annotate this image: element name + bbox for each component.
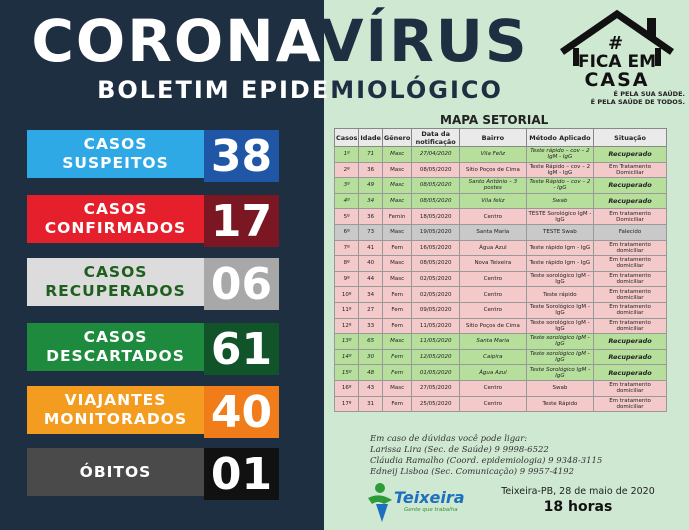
table-row — [335, 147, 667, 163]
stat-label-line-1: ÓBITOS — [79, 462, 152, 481]
sector-map-table — [334, 128, 667, 412]
table-cell: 15º — [335, 365, 359, 381]
table-cell: 08/05/2020 — [412, 178, 460, 194]
table-cell: Centro — [460, 209, 527, 225]
table-cell: 3º — [335, 178, 359, 194]
table-cell: Em tratamento domiciliar — [594, 380, 667, 396]
logo-subtitle: Gente que trabalha — [404, 507, 458, 513]
table-cell: 16º — [335, 380, 359, 396]
table-cell: Recuperado — [594, 349, 667, 365]
table-cell: Fem — [382, 349, 411, 365]
table-cell: 65 — [359, 334, 383, 350]
column-header: Gênero — [382, 129, 411, 147]
table-cell: Centro — [460, 271, 527, 287]
table-cell: Teste sorológico IgM - IgG — [526, 349, 593, 365]
column-header: Idade — [359, 129, 383, 147]
title-part-2: VÍRUS — [318, 7, 529, 75]
stat-label-line-1: CASOS — [83, 135, 148, 153]
table-cell: 30 — [359, 349, 383, 365]
table-cell: Masc — [382, 193, 411, 209]
table-cell: 11/05/2020 — [412, 334, 460, 350]
stat-label-line-2: RECUPERADOS — [45, 282, 186, 300]
table-cell: Teste sorológico IgM - IgG — [526, 271, 593, 287]
subtitle-part-2: MIOLÓGICO — [330, 76, 503, 104]
table-row — [335, 271, 667, 287]
table-cell: 11º — [335, 302, 359, 318]
table-cell: Teste rápido Igm - IgG — [526, 256, 593, 272]
table-cell: 08/05/2020 — [412, 256, 460, 272]
table-cell: Nova Teixeira — [460, 256, 527, 272]
table-cell: Teste Sorológico IgM - IgG — [526, 302, 593, 318]
table-cell: Fem — [382, 240, 411, 256]
fica-sub-line-2: É PELA SAÚDE DE TODOS. — [590, 98, 685, 106]
table-cell: Recuperado — [594, 178, 667, 194]
table-cell: Fem — [382, 396, 411, 412]
table-cell: Fem — [382, 365, 411, 381]
table-cell: 71 — [359, 147, 383, 163]
contact-line: Larissa Lira (Sec. de Saúde) 9 9998-6522 — [370, 445, 549, 455]
table-cell: Em tratamento domiciliar — [594, 287, 667, 303]
table-cell: Teste sorológico IgM - IgG — [526, 334, 593, 350]
stat-row — [27, 323, 279, 375]
table-cell: 12/05/2020 — [412, 349, 460, 365]
stat-value: 61 — [204, 323, 279, 375]
table-row — [335, 349, 667, 365]
table-cell: Recuperado — [594, 334, 667, 350]
column-header: Método Aplicado — [526, 129, 593, 147]
table-cell: Em tratamento domiciliar — [594, 240, 667, 256]
table-cell: Fem — [382, 318, 411, 334]
table-header-row — [335, 129, 667, 147]
table-row — [335, 334, 667, 350]
column-header: Bairro — [460, 129, 527, 147]
page-title — [0, 8, 560, 74]
table-cell: 11/05/2020 — [412, 318, 460, 334]
contacts-block — [370, 434, 670, 478]
page-subtitle — [0, 76, 600, 104]
column-header: Casos — [335, 129, 359, 147]
table-cell: Santa Maria — [460, 224, 527, 240]
table-cell: 36 — [359, 209, 383, 225]
table-cell: Teste sorológico IgM - IgG — [526, 318, 593, 334]
table-cell: 4º — [335, 193, 359, 209]
table-cell: 44 — [359, 271, 383, 287]
table-cell: Masc — [382, 334, 411, 350]
table-cell: Em tratamento domiciliar — [594, 302, 667, 318]
table-cell: 36 — [359, 162, 383, 178]
stat-value: 01 — [204, 448, 279, 500]
stat-value: 06 — [204, 258, 279, 310]
stat-row — [27, 130, 279, 182]
table-row — [335, 396, 667, 412]
table-cell: Centro — [460, 287, 527, 303]
table-cell: Teste rápido – cov – 2 IgM - IgG — [526, 147, 593, 163]
table-cell: 27 — [359, 302, 383, 318]
stat-value: 40 — [204, 386, 279, 438]
table-cell: Teste Rápido – cov – 2 - IgG — [526, 178, 593, 194]
table-row — [335, 178, 667, 194]
stat-label — [27, 258, 204, 306]
subtitle-part-1: BOLETIM EPIDE — [97, 76, 331, 104]
table-cell: 02/05/2020 — [412, 271, 460, 287]
table-cell: Centro — [460, 302, 527, 318]
table-cell: Em tratamento domiciliar — [594, 318, 667, 334]
table-cell: Swab — [526, 380, 593, 396]
table-cell: 17º — [335, 396, 359, 412]
table-cell: Swab — [526, 193, 593, 209]
title-part-1: CORONA — [31, 7, 319, 75]
table-cell: Teste rápido — [526, 287, 593, 303]
table-cell: Teste Rápido — [526, 396, 593, 412]
table-cell: Teste Sorológico IgM - IgG — [526, 365, 593, 381]
column-header: Situação — [594, 129, 667, 147]
table-cell: 18/05/2020 — [412, 209, 460, 225]
stat-label-line-2: SUSPEITOS — [62, 154, 169, 172]
table-row — [335, 193, 667, 209]
table-cell: 6º — [335, 224, 359, 240]
stat-value: 17 — [204, 195, 279, 247]
table-cell: 49 — [359, 178, 383, 194]
fica-em-casa-subtitle — [555, 90, 685, 106]
fica-em-label: FICA EM — [577, 52, 657, 72]
table-cell: Em tratamento domiciliar — [594, 396, 667, 412]
bulletin-date: Teixeira-PB, 28 de maio de 2020 — [501, 486, 655, 497]
table-cell: 27/04/2020 — [412, 147, 460, 163]
table-row — [335, 162, 667, 178]
table-cell: Santa Maria — [460, 334, 527, 350]
table-cell: 9º — [335, 271, 359, 287]
contact-line: Edneij Lisboa (Sec. Comunicação) 9 9957-4192 — [370, 467, 574, 477]
stat-label — [27, 130, 204, 178]
table-cell: Falecido — [594, 224, 667, 240]
table-cell: 12º — [335, 318, 359, 334]
table-cell: Masc — [382, 162, 411, 178]
table-cell: Masc — [382, 178, 411, 194]
stat-row — [27, 386, 279, 438]
table-cell: 43 — [359, 380, 383, 396]
table-cell: 1º — [335, 147, 359, 163]
table-cell: 02/05/2020 — [412, 287, 460, 303]
stat-row — [27, 448, 279, 500]
table-cell: 13º — [335, 334, 359, 350]
table-row — [335, 365, 667, 381]
table-cell: Masc — [382, 147, 411, 163]
table-cell: Centro — [460, 396, 527, 412]
table-cell: Masc — [382, 380, 411, 396]
table-cell: 08/05/2020 — [412, 193, 460, 209]
table-cell: 25/05/2020 — [412, 396, 460, 412]
stat-label-line-2: MONITORADOS — [43, 410, 188, 428]
stat-label-line-1: VIAJANTES — [64, 391, 167, 409]
stat-label — [27, 323, 204, 371]
table-row — [335, 380, 667, 396]
table-cell: Sítio Poços de Cima — [460, 318, 527, 334]
table-cell: Sítio Poços de Cima — [460, 162, 527, 178]
table-cell: Fem — [382, 302, 411, 318]
table-cell: Em tratamento domiciliar — [594, 271, 667, 287]
casa-label: CASA — [584, 69, 650, 91]
table-cell: Em tratamento Domiciliar — [594, 209, 667, 225]
table-cell: 7º — [335, 240, 359, 256]
table-cell: Água Azul — [460, 365, 527, 381]
table-cell: 19/05/2020 — [412, 224, 460, 240]
table-cell: 33 — [359, 318, 383, 334]
table-cell: 73 — [359, 224, 383, 240]
stat-label-line-1: CASOS — [83, 200, 148, 218]
table-cell: 01/05/2020 — [412, 365, 460, 381]
stat-value: 38 — [204, 130, 279, 182]
stat-label — [27, 448, 204, 496]
table-cell: 16/05/2020 — [412, 240, 460, 256]
table-cell: 41 — [359, 240, 383, 256]
table-cell: 27/05/2020 — [412, 380, 460, 396]
table-cell: Masc — [382, 271, 411, 287]
table-cell: Água Azul — [460, 240, 527, 256]
stat-label-line-1: CASOS — [83, 263, 148, 281]
table-row — [335, 209, 667, 225]
hashtag-label: # — [608, 33, 624, 54]
table-cell: Santo Antônio – 3 postes — [460, 178, 527, 194]
table-cell: Femin — [382, 209, 411, 225]
table-row — [335, 240, 667, 256]
table-cell: TESTE Swab — [526, 224, 593, 240]
table-cell: Recuperado — [594, 147, 667, 163]
table-cell: Centro — [460, 380, 527, 396]
table-cell: 14º — [335, 349, 359, 365]
stat-label — [27, 386, 204, 434]
table-cell: Fem — [382, 287, 411, 303]
table-cell: 8º — [335, 256, 359, 272]
table-cell: Masc — [382, 256, 411, 272]
table-row — [335, 224, 667, 240]
table-cell: Vila Feliz — [460, 147, 527, 163]
table-cell: 34 — [359, 287, 383, 303]
stat-label-line-2: DESCARTADOS — [46, 347, 185, 365]
table-cell: 5º — [335, 209, 359, 225]
fica-sub-line-1: É PELA SUA SAÚDE. — [613, 90, 685, 98]
table-cell: Caipira — [460, 349, 527, 365]
stat-label — [27, 195, 204, 243]
table-cell: 08/05/2020 — [412, 162, 460, 178]
contact-line: Cláudia Ramalho (Coord. epidemiologia) 9 9348-3115 — [370, 456, 603, 466]
table-cell: Vila feliz — [460, 193, 527, 209]
stat-label-line-2: CONFIRMADOS — [44, 219, 187, 237]
table-cell: Em Tratamento Domiciliar — [594, 162, 667, 178]
column-header: Data da notificação — [412, 129, 460, 147]
table-cell: 31 — [359, 396, 383, 412]
table-cell: Recuperado — [594, 193, 667, 209]
table-cell: Masc — [382, 224, 411, 240]
table-cell: Teste rápido Igm - IgG — [526, 240, 593, 256]
table-cell: Recuperado — [594, 365, 667, 381]
table-body — [335, 147, 667, 412]
table-row — [335, 318, 667, 334]
table-cell: 10º — [335, 287, 359, 303]
bulletin-time: 18 horas — [543, 499, 613, 515]
stat-row — [27, 258, 279, 310]
table-row — [335, 302, 667, 318]
contacts-intro: Em caso de dúvidas você pode ligar: — [370, 434, 528, 444]
stat-row — [27, 195, 279, 247]
table-cell: Teste Rápido – cov – 2 IgM - IgG — [526, 162, 593, 178]
table-cell: 09/05/2020 — [412, 302, 460, 318]
table-cell: 2º — [335, 162, 359, 178]
table-cell: 34 — [359, 193, 383, 209]
table-cell: 48 — [359, 365, 383, 381]
table-cell: 40 — [359, 256, 383, 272]
table-row — [335, 287, 667, 303]
table-row — [335, 256, 667, 272]
map-title: MAPA SETORIAL — [440, 113, 549, 127]
logo-text: Teixeira — [394, 488, 465, 507]
table-cell: Em tratamento domiciliar — [594, 256, 667, 272]
table-cell: TESTE Sorológico IgM - IgG — [526, 209, 593, 225]
stat-label-line-1: CASOS — [83, 328, 148, 346]
